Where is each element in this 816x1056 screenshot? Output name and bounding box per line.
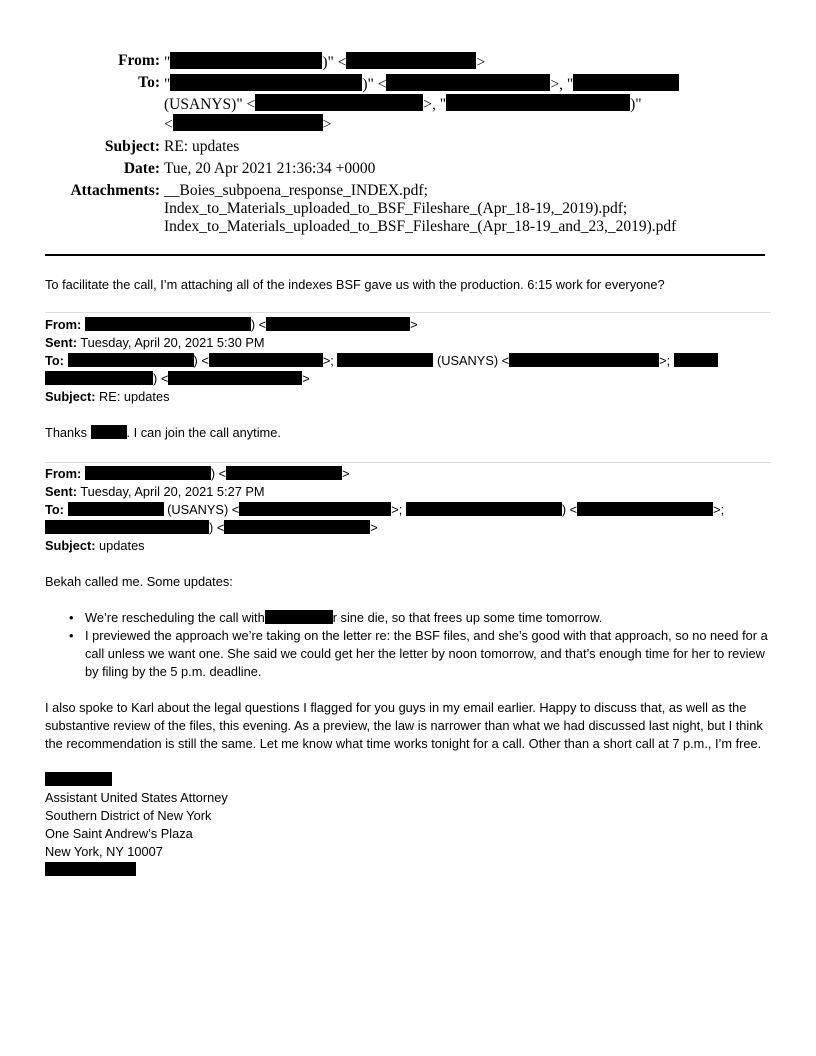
- redaction-box: [446, 94, 630, 111]
- attachment-item[interactable]: __Boies_subpoena_response_INDEX.pdf;: [164, 182, 428, 199]
- message-2-paragraph: I also spoke to Karl about the legal questions I flagged for you guys in my email earlier. Happy to discuss that, as well as the substantive review of the files, this evening. As a preview, the law is narrower than what we had discussed last night, but I think the recommendation is still the same. Let me know what time works tonight for a call. Other than a short call at 7 p.m., I’m free.: [45, 700, 763, 751]
- from-line: From: ) < >: [45, 317, 418, 332]
- signature-line: Assistant United States Attorney: [45, 790, 228, 805]
- bullet-icon: •: [69, 610, 74, 625]
- redaction-box: [674, 353, 718, 367]
- redaction-box: [406, 502, 562, 516]
- redaction-box: [45, 772, 112, 786]
- header-divider: [45, 254, 765, 256]
- redaction-box: [224, 520, 370, 534]
- redaction-box: [226, 466, 342, 480]
- quoted-message-1: From: ) < > Sent: Tuesday, April 20, 2021 5:30 PM To: ) < >; (USANYS) < >; ) < > Subject: RE: updates Thanks . I can join the call anytime.: [45, 316, 775, 442]
- redaction-box: [85, 317, 251, 331]
- from-row: From: " )" < >: [0, 52, 816, 72]
- date-value: Tue, 20 Apr 2021 21:36:34 +0000: [164, 160, 376, 177]
- to-line: To: ) < >; (USANYS) < >;: [45, 352, 775, 370]
- bullet-icon: •: [69, 628, 74, 643]
- to-line: To: (USANYS) < >; ) < >;: [45, 502, 725, 517]
- subject-line: Subject: RE: updates: [45, 389, 170, 404]
- subject-row: Subject: RE: updates: [0, 138, 816, 156]
- from-label: From:: [118, 52, 160, 69]
- redaction-box: [346, 52, 476, 69]
- sent-line: Sent: Tuesday, April 20, 2021 5:27 PM: [45, 484, 265, 499]
- signature-block: [45, 771, 775, 879]
- redaction-box: [45, 520, 209, 534]
- subject-value: RE: updates: [164, 138, 240, 155]
- redaction-box: [266, 317, 410, 331]
- from-line: From: ) < >: [45, 466, 350, 481]
- redaction-box: [173, 114, 323, 131]
- to-row: To: " )" < >, " (USANYS)" < >, " )" < >: [0, 74, 816, 134]
- redaction-box: [239, 502, 391, 516]
- signature-line: Southern District of New York: [45, 808, 212, 823]
- date-row: Date: Tue, 20 Apr 2021 21:36:34 +0000: [0, 160, 816, 178]
- message-1-body: Thanks . I can join the call anytime.: [45, 425, 281, 440]
- attachment-item[interactable]: Index_to_Materials_uploaded_to_BSF_Fileshare_(Apr_18-19,_2019).pdf;: [164, 200, 628, 217]
- message-separator: [45, 312, 771, 313]
- redaction-box: [573, 74, 679, 91]
- attachments-row: Attachments: __Boies_subpoena_response_INDEX.pdf; Index_to_Materials_uploaded_to_BSF_Fileshare_(Apr_18-19,_2019).pdf; Index_to_Materials_uploaded_to_BSF_Fileshare_(Apr_18-19_and_23,_2019).pdf: [0, 182, 816, 236]
- redaction-box: [386, 74, 550, 91]
- redaction-box: [509, 353, 659, 367]
- redaction-box: [170, 52, 322, 69]
- redaction-box: [45, 371, 153, 385]
- message-separator: [45, 462, 771, 463]
- attachment-item[interactable]: Index_to_Materials_uploaded_to_BSF_Fileshare_(Apr_18-19_and_23,_2019).pdf: [164, 218, 677, 235]
- redaction-box: [168, 371, 302, 385]
- list-item: • We’re rescheduling the call with r sine die, so that frees up some time tomorrow.: [69, 610, 603, 625]
- redaction-box: [209, 353, 323, 367]
- reply-body: To facilitate the call, I’m attaching all of the indexes BSF gave us with the production. 6:15 work for everyone?: [45, 277, 665, 292]
- signature-line: New York, NY 10007: [45, 844, 163, 859]
- subject-line: Subject: updates: [45, 538, 145, 553]
- redaction-box: [265, 610, 333, 624]
- redaction-box: [255, 94, 423, 111]
- redaction-box: [85, 466, 211, 480]
- redaction-box: [45, 862, 136, 876]
- sent-line: Sent: Tuesday, April 20, 2021 5:30 PM: [45, 335, 265, 350]
- quoted-message-2: From: ) < > Sent: Tuesday, April 20, 2021 5:27 PM To: (USANYS) < >; ) < >; ) < > Subject: updates Bekah called me. Some updates: • We’re rescheduling the call with r sine die, so that frees up some time tomorrow. • I previewed the approach we’re taking on the letter re: the BSF files, and she’s good with that approach, so no need for a call unless we want one. She said we could get her the letter by noon tomorrow, and that’s enough time for her to review by filing by the 5 p.m. deadline. I also spoke to Karl about the legal questions I flagged for you guys in my email earlier. Happy to discuss that, as well as the substantive review of the files, this evening. As a preview, the law is narrower than what we had discussed last night, but I think the recommendation is still the same. Let me know what time works tonight for a call. Other than a short call at 7 p.m., I’m free. Assistant United States Attorney Southern District of New York One Saint Andrew’s Plaza New York, NY 10007: [45, 465, 775, 879]
- redaction-box: [68, 353, 194, 367]
- email-print-header: [0, 52, 816, 236]
- signature-line: One Saint Andrew’s Plaza: [45, 826, 193, 841]
- redaction-box: [337, 353, 433, 367]
- updates-list: [45, 609, 775, 681]
- redaction-box: [68, 502, 164, 516]
- redaction-box: [91, 425, 127, 439]
- redaction-box: [170, 74, 362, 91]
- redaction-box: [577, 502, 713, 516]
- message-2-intro: Bekah called me. Some updates:: [45, 574, 233, 589]
- list-item: • I previewed the approach we’re taking on the letter re: the BSF files, and she’s good with that approach, so no need for a call unless we want one. She said we could get her the letter by noon tomorrow, and that’s enough time for her to review by filing by the 5 p.m. deadline.: [69, 628, 768, 679]
- to-label: To:: [138, 74, 160, 91]
